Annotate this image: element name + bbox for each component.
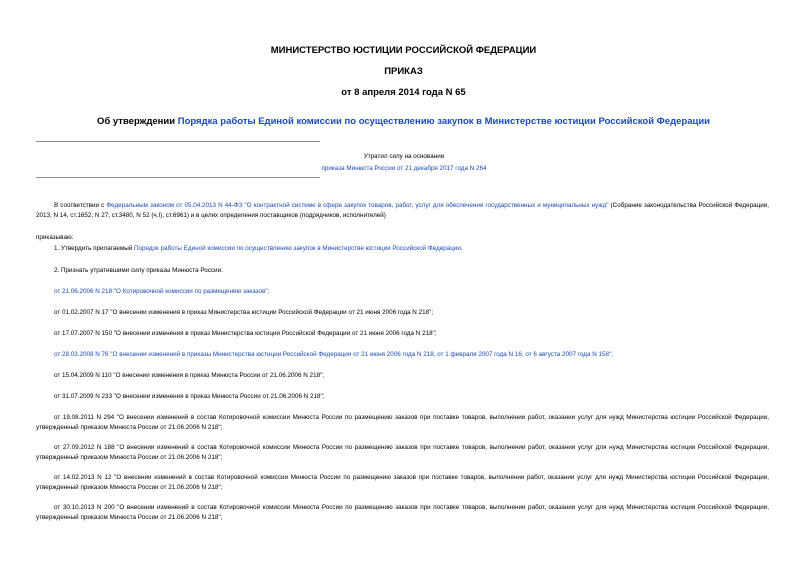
preamble-paragraph bbox=[36, 201, 769, 220]
title-link[interactable]: Порядка работы Единой комиссии по осуществлению закупок в Министерстве юстиции Российской Федерации bbox=[177, 116, 710, 127]
revoked-order-9: от 14.02.2013 N 12 "О внесении изменений в состав Котировочной комиссии Минюста России по размещению заказов при поставке товаров, выполнении работ, оказании услуг для нужд Министерства юстиции Российской Федерации, утвержденный приказом Минюста России от 21.06.2006 N 218"; bbox=[36, 474, 769, 491]
preamble-text-end: (Собрание законодательства Российской Федерации, 2013, N 14, ст.1652, N 27, ст.3480, N 52 (ч.I), ст.6961) и в целях определения поставщиков (подрядчиков, исполнителей) bbox=[36, 202, 769, 219]
document-date-number: от 8 апреля 2014 года N 65 bbox=[341, 87, 466, 98]
revoked-order-3: от 17.07.2007 N 150 "О внесении изменения в приказ Министерства юстиции Российской Федерации от 21 июня 2006 года N 218"; bbox=[54, 330, 437, 337]
document-type-heading: ПРИКАЗ bbox=[384, 66, 423, 77]
document-title bbox=[0, 116, 807, 128]
revoked-order-7: от 19.08.2011 N 294 "О внесении изменений в состав Котировочной комиссии Минюста России по размещению заказов при поставке товаров, выполнении работ, оказании услуг для нужд Министерства юстиции Российской Федерации, утвержденный приказом Минюста России от 21.06.2006 N 218"; bbox=[36, 414, 769, 431]
revoked-order-6: от 31.07.2009 N 233 "О внесении изменения в приказ Минюста России от 21.06.2006 N 218"; bbox=[54, 393, 325, 400]
title-prefix: Об утверждении bbox=[97, 116, 178, 127]
status-note-link[interactable]: приказа Минюста России от 21 декабря 2017 года N 264 bbox=[321, 165, 487, 172]
note-divider-bottom bbox=[36, 177, 320, 178]
revoked-order-8: от 27.09.2012 N 188 "О внесении изменений в состав Котировочной комиссии Минюста России по размещению заказов при поставке товаров, выполнении работ, оказании услуг для нужд Министерства юстиции Российской Федерации, утвержденный приказом Минюста России от 21.06.2006 N 218"; bbox=[36, 444, 769, 461]
status-note-line: Утратил силу на основании bbox=[363, 153, 445, 160]
order-item-2: 2. Признать утратившими силу приказы Минюста России: bbox=[54, 267, 223, 274]
revoked-order-1-link[interactable]: от 21.06.2006 N 218 "О Котировочной комиссии по размещению заказов"; bbox=[54, 288, 270, 295]
procedure-link[interactable]: Порядок работы Единой комиссии по осуществлению закупок в Министерстве юстиции Российской Федерации bbox=[134, 245, 461, 252]
revoked-order-4-link[interactable]: от 28.03.2008 N 76 "О внесении изменений в приказы Министерства юстиции Российской Федерации от 21 июня 2006 года N 218, от 1 февраля 2007 года N 16, от 6 августа 2007 года N 158"; bbox=[54, 351, 614, 358]
ministry-heading: МИНИСТЕРСТВО ЮСТИЦИИ РОССИЙСКОЙ ФЕДЕРАЦИИ bbox=[270, 45, 537, 56]
order-item-1 bbox=[36, 244, 769, 254]
revoked-order-10: от 30.10.2013 N 200 "О внесении изменений в состав Котировочной комиссии Минюста России по размещению заказов при поставке товаров, выполнении работ, оказании услуг для нужд Министерства юстиции Российской Федерации, утвержденный приказом Минюста России от 21.06.2006 N 218"; bbox=[36, 504, 769, 521]
federal-law-link[interactable]: Федеральным законом от 05.04.2013 N 44-ФЗ "О контрактной системе в сфере закупок товаров, работ, услуг для обеспечения государственных и муниципальных нужд" bbox=[106, 202, 609, 209]
preamble-text-start: В соответствии с bbox=[54, 202, 107, 209]
item-1-end: . bbox=[460, 245, 463, 252]
note-divider-top bbox=[36, 141, 320, 142]
order-word: приказываю: bbox=[36, 234, 74, 241]
revoked-order-2: от 01.02.2007 N 17 "О внесении изменения в приказ Министерства юстиции Российской Федерации от 21 июня 2006 года N 218"; bbox=[54, 309, 434, 316]
revoked-order-5: от 15.04.2009 N 110 "О внесении изменения в приказ Минюста России от 21.06.2006 N 218"; bbox=[54, 372, 325, 379]
item-1-text: 1. Утвердить прилагаемый bbox=[54, 245, 135, 252]
